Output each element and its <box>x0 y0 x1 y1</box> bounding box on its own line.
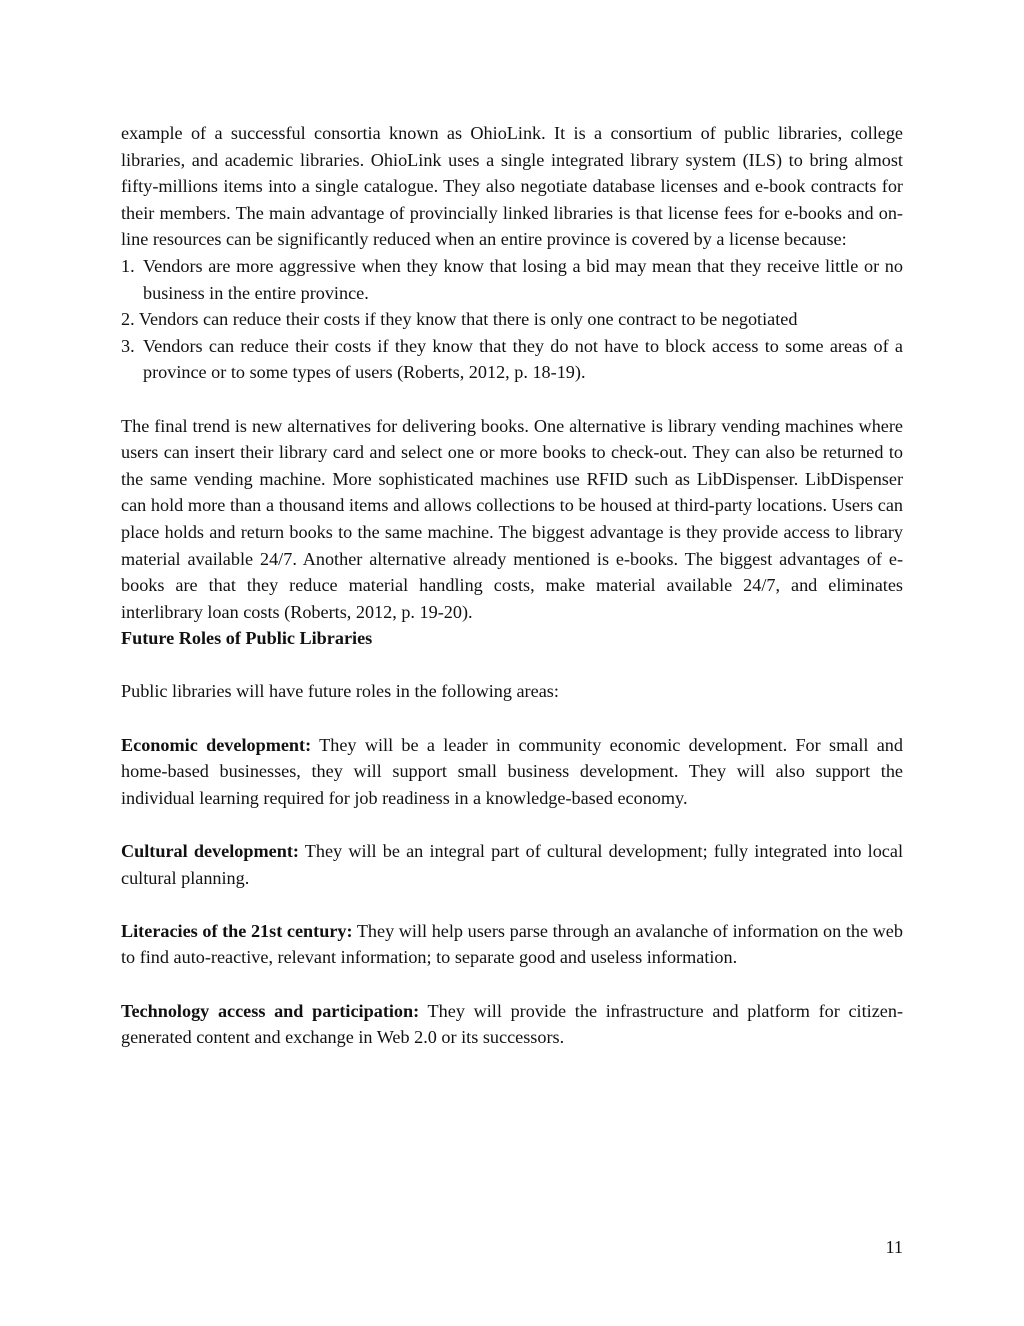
list-item-number: 2. <box>121 309 135 330</box>
section-heading: Future Roles of Public Libraries <box>121 628 373 649</box>
role-label: Cultural development: <box>121 841 299 862</box>
list-item-number: 3. <box>121 335 135 356</box>
vendor-list <box>121 253 903 386</box>
list-item-text: Vendors can reduce their costs if they know that there is only one contract to be negotiated <box>138 309 798 330</box>
list-item-text: Vendors are more aggressive when they know that losing a bid may mean that they receive little or no business in the entire province. <box>143 255 903 303</box>
role-text: They will help users parse through an avalanche of information on the web to find auto-reactive, relevant information; to separate good and useless information. <box>121 920 903 968</box>
role-paragraph-cultural <box>121 838 903 891</box>
list-item <box>121 333 903 386</box>
trend-paragraph: The final trend is new alternatives for delivering books. One alternative is library vending machines where users can insert their library card and select one or more books to check-out. They can also be returned to the same vending machine. More sophisticated machines use RFID such as LibDispenser. LibDispenser can hold more than a thousand items and allows collections to be housed at third-party locations. Users can place holds and return books to the same machine. The biggest advantage is they provide access to library material available 24/7. Another alternative already mentioned is e-books. The biggest advantages of e-books are that they reduce material handling costs, make material available 24/7, and eliminates interlibrary loan costs (Roberts, 2012, p. 19-20). <box>121 415 903 622</box>
role-text: They will be a leader in community economic development. For small and home-based businesses, they will support small business development. They will also support the individual learning required for job readiness in a knowledge-based economy. <box>121 734 903 808</box>
list-item-text: Vendors can reduce their costs if they know that they do not have to block access to some areas of a province or to some types of users (Roberts, 2012, p. 18-19). <box>143 335 903 383</box>
document-page <box>121 120 903 1051</box>
role-paragraph-technology <box>121 998 903 1051</box>
role-paragraph-literacies <box>121 918 903 971</box>
page-number: 11 <box>885 1237 903 1257</box>
section-intro: Public libraries will have future roles in the following areas: <box>121 681 559 702</box>
list-item-number: 1. <box>121 255 135 276</box>
role-text: They will be an integral part of cultural development; fully integrated into local cultural planning. <box>121 841 903 888</box>
list-item <box>121 306 903 333</box>
intro-paragraph: example of a successful consortia known as OhioLink. It is a consortium of public libraries, college libraries, and academic libraries. OhioLink uses a single integrated library system (ILS) to bring almost fifty-millions items into a single catalogue. They also negotiate database licenses and e-book contracts for their members. The main advantage of provincially linked libraries is that license fees for e-books and on-line resources can be significantly reduced when an entire province is covered by a license because: <box>121 123 903 250</box>
role-paragraph-economic <box>121 732 903 812</box>
role-text: They will provide the infrastructure and platform for citizen-generated content and exchange in Web 2.0 or its successors. <box>121 1000 904 1048</box>
role-label: Technology access and participation: <box>121 1000 420 1021</box>
role-label: Literacies of the 21st century: <box>121 920 353 941</box>
role-label: Economic development: <box>121 734 312 755</box>
list-item <box>121 253 903 306</box>
